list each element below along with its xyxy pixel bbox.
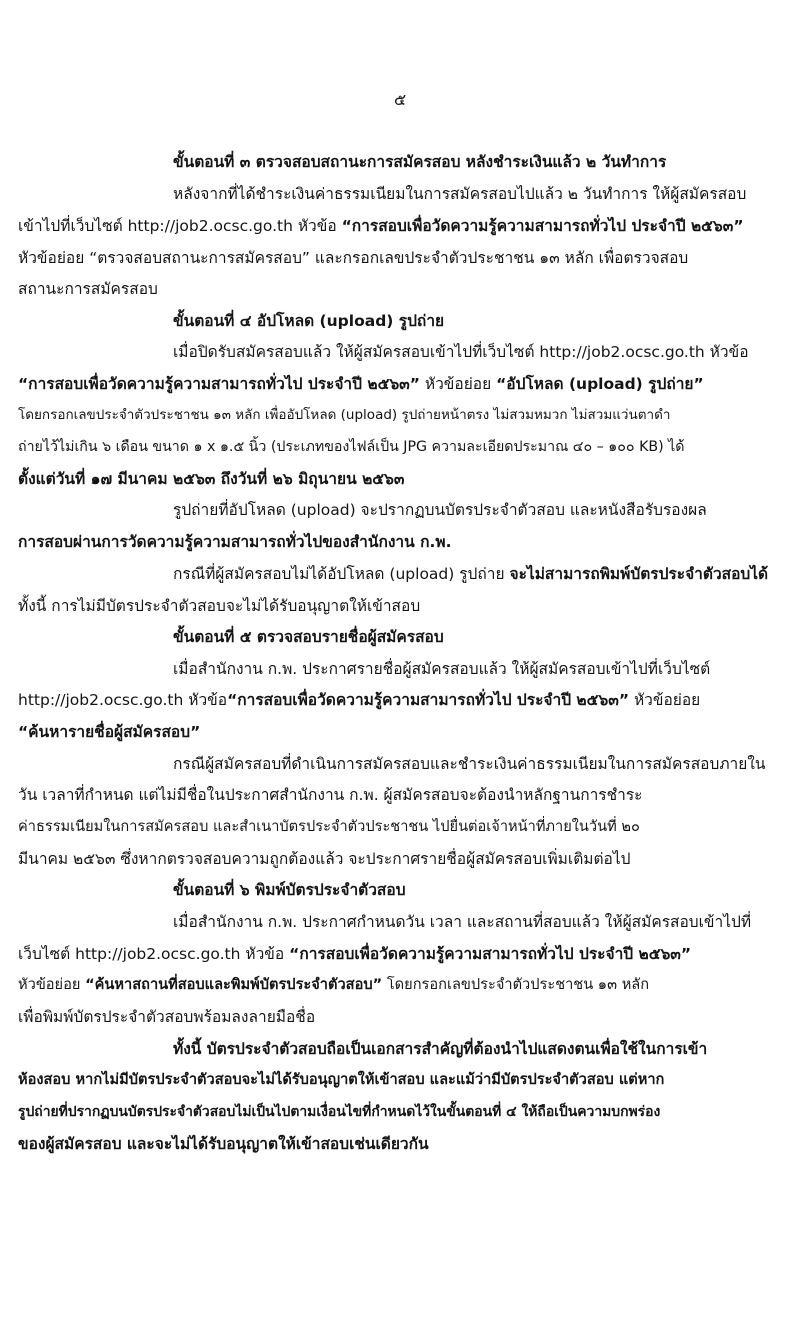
step4-line-2: “การสอบเพื่อวัดความรู้ความสามารถทั่วไป ประจำปี ๒๕๖๓” หัวข้อย่อย “อัปโหลด (upload) รูปถ่าย” (18, 375, 704, 393)
step4-line-4: ถ่ายไว้ไม่เกิน ๖ เดือน ขนาด ๑ x ๑.๕ นิ้ว (ประเภทของไฟล์เป็น JPG ความละเอียดประมาณ ๔๐ – ๑๐๐ KB) ได้ (18, 439, 685, 455)
step5-line-3: “ค้นหารายชื่อผู้สมัครสอบ” (18, 723, 201, 741)
page-number: ๕ (393, 90, 407, 109)
step3-line-3: หัวข้อย่อย “ตรวจสอบสถานะการสมัครสอบ” และกรอกเลขประจำตัวประชาชน ๑๓ หลัก เพื่อตรวจสอบ (18, 249, 689, 267)
step5-heading: ขั้นตอนที่ ๕ ตรวจสอบรายชื่อผู้สมัครสอบ (173, 628, 444, 646)
step3-line-2: เข้าไปที่เว็บไซต์ http://job2.ocsc.go.th หัวข้อ “การสอบเพื่อวัดความรู้ความสามารถทั่วไป ประจำปี ๒๕๖๓” (18, 217, 744, 235)
step5-para2-line-2: วัน เวลาที่กำหนด แต่ไม่มีชื่อในประกาศสำนักงาน ก.พ. ผู้สมัครสอบจะต้องนำหลักฐานการชำระ (18, 786, 643, 804)
step4-para2-line-2: การสอบผ่านการวัดความรู้ความสามารถทั่วไปของสำนักงาน ก.พ. (18, 533, 452, 551)
upload-subtopic: “อัปโหลด (upload) รูปถ่าย” (496, 375, 704, 393)
step5-para2-line-3: ค่าธรรมเนียมในการสมัครสอบ และสำเนาบัตรประจำตัวประชาชน ไปยื่นต่อเจ้าหน้าที่ภายในวันที่ ๒๐ (18, 818, 640, 835)
step6-line-2: เว็บไซต์ http://job2.ocsc.go.th หัวข้อ “การสอบเพื่อวัดความรู้ความสามารถทั่วไป ประจำปี ๒๕๖๓” (18, 945, 692, 963)
step4-para2-line-1: รูปถ่ายที่อัปโหลด (upload) จะปรากฏบนบัตรประจำตัวสอบ และหนังสือรับรองผล (173, 501, 707, 519)
step6-line-1: เมื่อสำนักงาน ก.พ. ประกาศกำหนดวัน เวลา และสถานที่สอบแล้ว ให้ผู้สมัครสอบเข้าไปที่ (173, 913, 752, 931)
step4-line-3: โดยกรอกเลขประจำตัวประชาชน ๑๓ หลัก เพื่ออัปโหลด (upload) รูปถ่ายหน้าตรง ไม่สวมหมวก ไม่สวมแว่นตาดำ (18, 407, 671, 423)
step6-para2-line-1: ทั้งนี้ บัตรประจำตัวสอบถือเป็นเอกสารสำคัญที่ต้องนำไปแสดงตนเพื่อใช้ในการเข้า (173, 1040, 708, 1058)
step6-para2-line-2: ห้องสอบ หากไม่มีบัตรประจำตัวสอบจะไม่ได้รับอนุญาตให้เข้าสอบ และแม้ว่ามีบัตรประจำตัวสอบ แต่หาก (18, 1071, 665, 1088)
exam-title: “การสอบเพื่อวัดความรู้ความสามารถทั่วไป ประจำปี ๒๕๖๓” (18, 375, 420, 393)
step3-line-1: หลังจากที่ได้ชำระเงินค่าธรรมเนียมในการสมัครสอบไปแล้ว ๒ วันทำการ ให้ผู้สมัครสอบ (173, 185, 747, 203)
step3-line-4: สถานะการสมัครสอบ (18, 280, 158, 298)
step6-line-4: เพื่อพิมพ์บัตรประจำตัวสอบพร้อมลงลายมือชื่อ (18, 1008, 316, 1026)
step4-line-1: เมื่อปิดรับสมัครสอบแล้ว ให้ผู้สมัครสอบเข้าไปที่เว็บไซต์ http://job2.ocsc.go.th หัวข้อ (173, 343, 749, 361)
step5-para2-line-1: กรณีผู้สมัครสอบที่ดำเนินการสมัครสอบและชำระเงินค่าธรรมเนียมในการสมัครสอบภายใน (173, 755, 766, 773)
step4-para3-line-2: ทั้งนี้ การไม่มีบัตรประจำตัวสอบจะไม่ได้รับอนุญาตให้เข้าสอบ (18, 597, 421, 615)
step3-heading: ขั้นตอนที่ ๓ ตรวจสอบสถานะการสมัครสอบ หลังชำระเงินแล้ว ๒ วันทำการ (173, 153, 667, 171)
step4-line-5: ตั้งแต่วันที่ ๑๗ มีนาคม ๒๕๖๓ ถึงวันที่ ๒๖ มิถุนายน ๒๕๖๓ (18, 470, 405, 488)
print-card-subtopic: “ค้นหาสถานที่สอบและพิมพ์บัตรประจำตัวสอบ” (85, 976, 383, 993)
step4-heading: ขั้นตอนที่ ๔ อัปโหลด (upload) รูปถ่าย (173, 312, 445, 330)
step6-line-3: หัวข้อย่อย “ค้นหาสถานที่สอบและพิมพ์บัตรประจำตัวสอบ” โดยกรอกเลขประจำตัวประชาชน ๑๓ หลัก (18, 976, 650, 993)
step6-para2-line-3: รูปถ่ายที่ปรากฏบนบัตรประจำตัวสอบไม่เป็นไปตามเงื่อนไขที่กำหนดไว้ในขั้นตอนที่ ๔ ให้ถือเป็นความบกพร่อง (18, 1104, 661, 1120)
step4-para3-line-1: กรณีที่ผู้สมัครสอบไม่ได้อัปโหลด (upload) รูปถ่าย จะไม่สามารถพิมพ์บัตรประจำตัวสอบได้ (173, 565, 769, 583)
exam-title: “การสอบเพื่อวัดความรู้ความสามารถทั่วไป ประจำปี ๒๕๖๓” (227, 691, 630, 709)
step6-heading: ขั้นตอนที่ ๖ พิมพ์บัตรประจำตัวสอบ (173, 881, 406, 899)
step5-para2-line-4: มีนาคม ๒๕๖๓ ซึ่งหากตรวจสอบความถูกต้องแล้ว จะประกาศรายชื่อผู้สมัครสอบเพิ่มเติมต่อไป (18, 850, 631, 868)
step6-para2-line-4: ของผู้สมัครสอบ และจะไม่ได้รับอนุญาตให้เข้าสอบเช่นเดียวกัน (18, 1135, 429, 1153)
step5-line-2: http://job2.ocsc.go.th หัวข้อ“การสอบเพื่อวัดความรู้ความสามารถทั่วไป ประจำปี ๒๕๖๓” หัวข้อย่อย (18, 691, 701, 709)
exam-title: “การสอบเพื่อวัดความรู้ความสามารถทั่วไป ประจำปี ๒๕๖๓” (341, 217, 744, 235)
step5-line-1: เมื่อสำนักงาน ก.พ. ประกาศรายชื่อผู้สมัครสอบแล้ว ให้ผู้สมัครสอบเข้าไปที่เว็บไซต์ (173, 660, 711, 678)
exam-title: “การสอบเพื่อวัดความรู้ความสามารถทั่วไป ประจำปี ๒๕๖๓” (289, 945, 692, 963)
